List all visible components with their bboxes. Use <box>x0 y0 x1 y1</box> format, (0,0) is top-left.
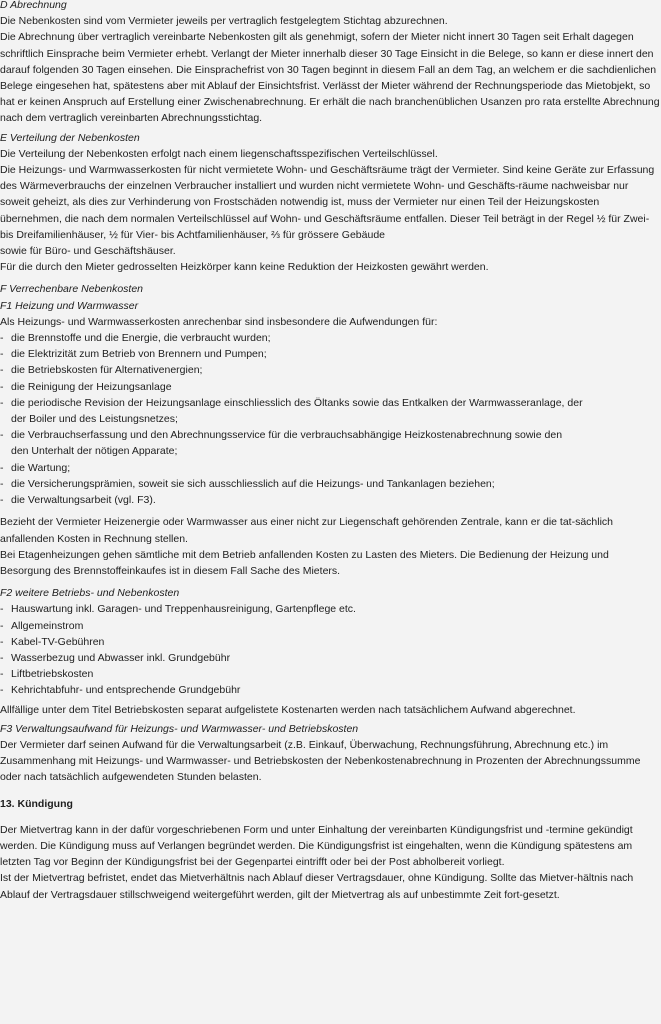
list-item: - Liftbetriebskosten <box>0 666 661 682</box>
section-13-paragraph-1: Der Mietvertrag kann in der dafür vorgeschriebenen Form und unter Einhaltung der vereinbarten Kündigungsfrist und -termine gekündigt werden. Die Kündigung muss auf Verlangen begründet werden. Die Kündigungsfrist ist eingehalten, wenn die Kündigung spätestens am letzten Tag vor Beginn der Kündigungsfrist bei der Gegenpartei eintrifft oder bei der Post abholbereit vorliegt. <box>0 823 633 869</box>
section-f1-intro: Als Heizungs- und Warmwasserkosten anrechenbar sind insbesondere die Aufwendungen für: <box>0 315 438 328</box>
section-f1-paragraph-1: Bezieht der Vermieter Heizenergie oder Warmwasser aus einer nicht zur Liegenschaft gehörenden Zentrale, kann er die tat-sächlich anfallenden Kosten in Rechnung stellen. <box>0 516 614 545</box>
f2-list <box>0 601 661 698</box>
list-item: - die Brennstoffe und die Energie, die verbraucht wurden; <box>0 330 661 346</box>
section-13-heading: 13. Kündigung <box>0 797 73 810</box>
section-d-paragraph-1: Die Nebenkosten sind vom Vermieter jeweils per vertraglich festgelegtem Stichtag abzurechnen. <box>0 15 448 28</box>
section-e-paragraph-1: Die Verteilung der Nebenkosten erfolgt nach einem liegenschaftsspezifischen Verteilschlüssel. <box>0 147 438 160</box>
list-item-continuation: der Boiler und des Leistungsnetzes; <box>11 413 178 426</box>
section-13-paragraph-2: Ist der Mietvertrag befristet, endet das Mietverhältnis nach Ablauf dieser Vertragsdauer, ohne Kündigung. Sollte das Mietver-hältnis nach Ablauf der Vertragsdauer stillschweigend weitergeführt werden, gilt der Mietvertrag als auf unbestimmte Zeit fort-gesetzt. <box>0 872 634 901</box>
list-item: - die Verwaltungsarbeit (vgl. F3). <box>0 492 661 508</box>
section-f1-heading: F1 Heizung und Warmwasser <box>0 299 139 312</box>
list-item: - die periodische Revision der Heizungsanlage einschliesslich des Öltanks sowie das Entkalken der Warmwasseranlage, der <box>0 395 661 411</box>
list-item: - Kabel-TV-Gebühren <box>0 634 661 650</box>
section-e-paragraph-2: Die Heizungs- und Warmwasserkosten für nicht vermietete Wohn- und Geschäftsräume trägt der Vermieter. Sind keine Geräte zur Erfassung des Wärmeverbrauchs der einzelnen Verbraucher installiert und wurden nicht vermietete Wohn- und Geschäfts-räume nachweisbar nur soweit geheizt, als dies zur Verhinderung von Frostschäden notwendig ist, muss der Vermieter nur einen Teil der Heizungskosten übernehmen, die nach dem normalen Verteilschlüssel auf Wohn- und Geschäftsräume entfallen. Dieser Teil beträgt in der Regel ½ für Zwei- bis Dreifamilienhäuser, ½ für Vier- bis Achtfamilienhäuser, ⅔ für grössere Gebäude <box>0 164 655 241</box>
list-item-continuation: den Unterhalt der nötigen Apparate; <box>11 445 178 458</box>
section-e-paragraph-2-end: sowie für Büro- und Geschäftshäuser. <box>0 245 176 258</box>
list-item: - Allgemeinstrom <box>0 618 661 634</box>
section-d-heading: D Abrechnung <box>0 0 67 11</box>
section-f2-paragraph-1: Allfällige unter dem Titel Betriebskosten separat aufgelistete Kostenarten werden nach tatsächlichem Aufwand abgerechnet. <box>0 703 576 716</box>
section-f2-heading: F2 weitere Betriebs- und Nebenkosten <box>0 587 180 600</box>
list-item: - die Elektrizität zum Betrieb von Brennern und Pumpen; <box>0 346 661 362</box>
list-item: - Hauswartung inkl. Garagen- und Treppenhausreinigung, Gartenpflege etc. <box>0 601 661 617</box>
list-item: - die Versicherungsprämien, soweit sie sich ausschliesslich auf die Heizungs- und Tankanlagen beziehen; <box>0 476 661 492</box>
list-item: - die Betriebskosten für Alternativenergien; <box>0 362 661 378</box>
section-f-heading: F Verrechenbare Nebenkosten <box>0 283 144 296</box>
list-item: - Kehrichtabfuhr- und entsprechende Grundgebühr <box>0 682 661 698</box>
list-item: - die Reinigung der Heizungsanlage <box>0 379 661 395</box>
section-f3-paragraph-1: Der Vermieter darf seinen Aufwand für die Verwaltungsarbeit (z.B. Einkauf, Überwachung, Rechnungsführung, Abrechnung etc.) im Zusammenhang mit Heizungs- und Warmwasser- und Betriebskosten der Nebenkostenabrechnung in Prozenten der Abrechnungssumme oder nach tatsächlich aufgewendeten Stunden belasten. <box>0 738 641 784</box>
section-f3-heading: F3 Verwaltungsaufwand für Heizungs- und Warmwasser- und Betriebskosten <box>0 722 359 735</box>
f1-list <box>0 330 661 508</box>
section-e-heading: E Verteilung der Nebenkosten <box>0 131 140 144</box>
list-item: - die Wartung; <box>0 460 661 476</box>
section-f1-paragraph-2: Bei Etagenheizungen gehen sämtliche mit dem Betrieb anfallenden Kosten zu Lasten des Mieters. Die Bedienung der Heizung und Besorgung des Brennstoffeinkaufes ist in diesem Fall Sache des Mieters. <box>0 548 609 577</box>
section-e-paragraph-3: Für die durch den Mieter gedrosselten Heizkörper kann keine Reduktion der Heizkosten gewährt werden. <box>0 261 489 274</box>
list-item: - die Verbrauchserfassung und den Abrechnungsservice für die verbrauchsabhängige Heizkostenabrechnung sowie den <box>0 427 661 443</box>
list-item: - Wasserbezug und Abwasser inkl. Grundgebühr <box>0 650 661 666</box>
section-d-paragraph-2: Die Abrechnung über vertraglich vereinbarte Nebenkosten gilt als genehmigt, sofern der Mieter nicht innert 30 Tagen seit Erhalt dagegen schriftlich Einsprache beim Vermieter erhebt. Verlangt der Mieter innerhalb dieser 30 Tage Einsicht in die Belege, so kann er diese innert den darauf folgenden 30 Tagen einsehen. Die Einsprachefrist von 30 Tagen beginnt in diesem Fall an dem Tag, an welchem er die sachdienlichen Belege eingesehen hat, spätestens aber mit Ablauf der Einsichtsfrist. Verlässt der Mieter während der Rechnungsperiode das Mietobjekt, so hat er keinen Anspruch auf Erstellung einer Zwischenabrechnung. Er erhält die nach branchenüblichen Usanzen pro rata erstellte Abrechnung nach dem vertraglich vereinbarten Abrechnungsstichtag. <box>0 31 660 125</box>
